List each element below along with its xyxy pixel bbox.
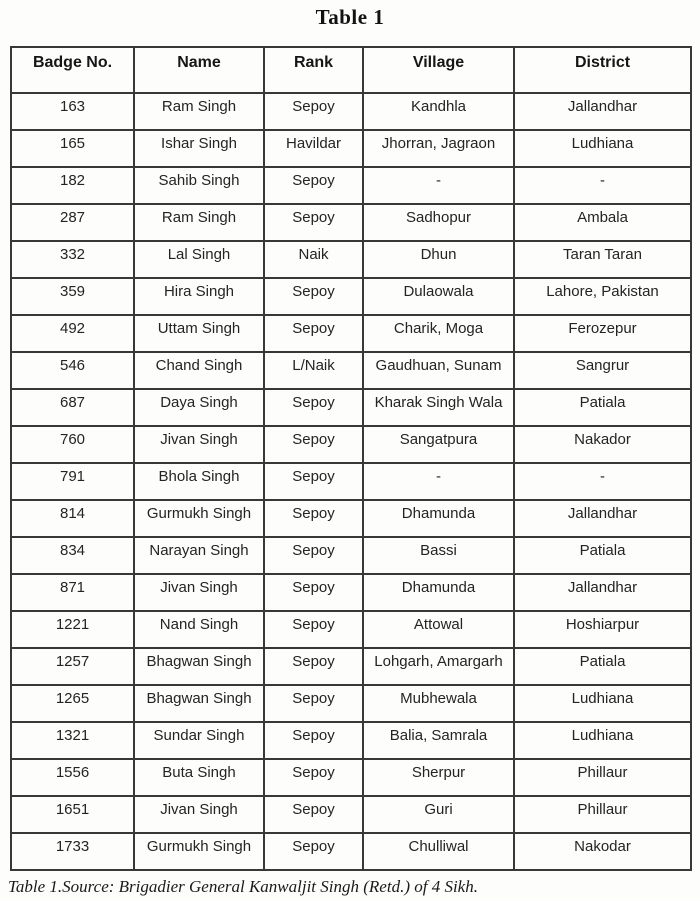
table-cell-name: Daya Singh xyxy=(134,389,264,426)
table-body xyxy=(11,93,691,870)
table-cell-rank: Sepoy xyxy=(264,833,363,870)
table-cell-name: Buta Singh xyxy=(134,759,264,796)
table-cell-district: Jallandhar xyxy=(514,574,691,611)
table-cell-name: Gurmukh Singh xyxy=(134,833,264,870)
table-cell-village: Sherpur xyxy=(363,759,514,796)
table-cell-district: Jallandhar xyxy=(514,500,691,537)
column-header-village: Village xyxy=(363,47,514,93)
roster-table xyxy=(10,46,692,871)
table-cell-village: Dhamunda xyxy=(363,500,514,537)
table-cell-badge-no: 760 xyxy=(11,426,134,463)
table-row xyxy=(11,833,691,870)
table-row xyxy=(11,278,691,315)
table-cell-badge-no: 165 xyxy=(11,130,134,167)
table-cell-rank: Sepoy xyxy=(264,574,363,611)
table-cell-district: Sangrur xyxy=(514,352,691,389)
table-cell-district: Hoshiarpur xyxy=(514,611,691,648)
table-row xyxy=(11,167,691,204)
table-cell-name: Gurmukh Singh xyxy=(134,500,264,537)
table-row xyxy=(11,130,691,167)
table-caption: Table 1.Source: Brigadier General Kanwaljit Singh (Retd.) of 4 Sikh. xyxy=(8,877,478,896)
table-cell-district: Nakodar xyxy=(514,833,691,870)
table-row xyxy=(11,537,691,574)
table-cell-rank: Sepoy xyxy=(264,389,363,426)
table-cell-badge-no: 359 xyxy=(11,278,134,315)
page-title: Table 1 xyxy=(315,5,385,29)
table-cell-rank: Sepoy xyxy=(264,685,363,722)
table-cell-rank: Sepoy xyxy=(264,796,363,833)
table-row xyxy=(11,722,691,759)
table-cell-district: Patiala xyxy=(514,648,691,685)
table-cell-village: Dhamunda xyxy=(363,574,514,611)
table-cell-rank: Sepoy xyxy=(264,537,363,574)
table-cell-village: Kharak Singh Wala xyxy=(363,389,514,426)
table-cell-village: Balia, Samrala xyxy=(363,722,514,759)
table-cell-village: Dulaowala xyxy=(363,278,514,315)
table-cell-name: Jivan Singh xyxy=(134,796,264,833)
table-cell-rank: Sepoy xyxy=(264,167,363,204)
table-header-row xyxy=(11,47,691,93)
table-cell-district: - xyxy=(514,463,691,500)
table-cell-rank: Sepoy xyxy=(264,611,363,648)
table-cell-rank: Sepoy xyxy=(264,278,363,315)
table-cell-name: Bhola Singh xyxy=(134,463,264,500)
table-cell-badge-no: 687 xyxy=(11,389,134,426)
table-row xyxy=(11,426,691,463)
table-cell-name: Nand Singh xyxy=(134,611,264,648)
table-row xyxy=(11,389,691,426)
table-cell-badge-no: 182 xyxy=(11,167,134,204)
table-cell-rank: Sepoy xyxy=(264,759,363,796)
table-row xyxy=(11,315,691,352)
table-cell-district: Ludhiana xyxy=(514,722,691,759)
table-cell-village: Bassi xyxy=(363,537,514,574)
table-row xyxy=(11,759,691,796)
table-cell-rank: Sepoy xyxy=(264,204,363,241)
table-cell-rank: Sepoy xyxy=(264,648,363,685)
table-cell-rank: Sepoy xyxy=(264,426,363,463)
table-cell-name: Narayan Singh xyxy=(134,537,264,574)
table-cell-district: Patiala xyxy=(514,537,691,574)
table-cell-district: Ludhiana xyxy=(514,130,691,167)
table-cell-village: - xyxy=(363,463,514,500)
table-cell-badge-no: 791 xyxy=(11,463,134,500)
table-row xyxy=(11,574,691,611)
table-cell-badge-no: 1321 xyxy=(11,722,134,759)
table-cell-district: Phillaur xyxy=(514,759,691,796)
table-cell-district: Phillaur xyxy=(514,796,691,833)
table-cell-name: Uttam Singh xyxy=(134,315,264,352)
table-cell-village: Attowal xyxy=(363,611,514,648)
table-cell-rank: L/Naik xyxy=(264,352,363,389)
column-header-district: District xyxy=(514,47,691,93)
table-cell-badge-no: 1257 xyxy=(11,648,134,685)
table-cell-rank: Sepoy xyxy=(264,500,363,537)
table-cell-name: Lal Singh xyxy=(134,241,264,278)
table-cell-rank: Sepoy xyxy=(264,722,363,759)
table-cell-badge-no: 1733 xyxy=(11,833,134,870)
column-header-rank: Rank xyxy=(264,47,363,93)
table-cell-district: Ambala xyxy=(514,204,691,241)
table-cell-district: Patiala xyxy=(514,389,691,426)
table-row xyxy=(11,204,691,241)
table-row xyxy=(11,685,691,722)
table-cell-village: Sadhopur xyxy=(363,204,514,241)
table-cell-village: Sangatpura xyxy=(363,426,514,463)
table-cell-name: Ishar Singh xyxy=(134,130,264,167)
table-row xyxy=(11,93,691,130)
table-cell-village: Dhun xyxy=(363,241,514,278)
table-row xyxy=(11,241,691,278)
table-cell-badge-no: 546 xyxy=(11,352,134,389)
table-cell-badge-no: 332 xyxy=(11,241,134,278)
table-cell-rank: Sepoy xyxy=(264,463,363,500)
table-cell-village: Kandhla xyxy=(363,93,514,130)
table-cell-rank: Sepoy xyxy=(264,93,363,130)
table-cell-rank: Sepoy xyxy=(264,315,363,352)
table-cell-district: Ludhiana xyxy=(514,685,691,722)
column-header-badge-no: Badge No. xyxy=(11,47,134,93)
table-cell-name: Chand Singh xyxy=(134,352,264,389)
table-cell-name: Sundar Singh xyxy=(134,722,264,759)
table-cell-district: Nakador xyxy=(514,426,691,463)
table-cell-badge-no: 1651 xyxy=(11,796,134,833)
table-cell-name: Bhagwan Singh xyxy=(134,685,264,722)
table-cell-village: Charik, Moga xyxy=(363,315,514,352)
table-cell-village: Mubhewala xyxy=(363,685,514,722)
table-cell-name: Sahib Singh xyxy=(134,167,264,204)
table-cell-village: Jhorran, Jagraon xyxy=(363,130,514,167)
column-header-name: Name xyxy=(134,47,264,93)
table-cell-name: Ram Singh xyxy=(134,204,264,241)
table-row xyxy=(11,796,691,833)
table-row xyxy=(11,500,691,537)
table-cell-district: Jallandhar xyxy=(514,93,691,130)
table-cell-village: Chulliwal xyxy=(363,833,514,870)
table-cell-rank: Naik xyxy=(264,241,363,278)
table-cell-district: Taran Taran xyxy=(514,241,691,278)
table-cell-badge-no: 1556 xyxy=(11,759,134,796)
table-row xyxy=(11,463,691,500)
table-cell-rank: Havildar xyxy=(264,130,363,167)
table-cell-name: Ram Singh xyxy=(134,93,264,130)
table-cell-district: - xyxy=(514,167,691,204)
table-row xyxy=(11,352,691,389)
table-cell-name: Jivan Singh xyxy=(134,574,264,611)
table-cell-badge-no: 1265 xyxy=(11,685,134,722)
table-row xyxy=(11,611,691,648)
table-cell-badge-no: 871 xyxy=(11,574,134,611)
table-cell-name: Jivan Singh xyxy=(134,426,264,463)
table-cell-badge-no: 287 xyxy=(11,204,134,241)
table-cell-village: Gaudhuan, Sunam xyxy=(363,352,514,389)
table-cell-badge-no: 492 xyxy=(11,315,134,352)
table-cell-name: Hira Singh xyxy=(134,278,264,315)
table-row xyxy=(11,648,691,685)
table-cell-name: Bhagwan Singh xyxy=(134,648,264,685)
table-cell-badge-no: 1221 xyxy=(11,611,134,648)
table-cell-district: Ferozepur xyxy=(514,315,691,352)
table-cell-village: Guri xyxy=(363,796,514,833)
table-cell-badge-no: 814 xyxy=(11,500,134,537)
table-cell-village: Lohgarh, Amargarh xyxy=(363,648,514,685)
table-cell-badge-no: 163 xyxy=(11,93,134,130)
table-cell-village: - xyxy=(363,167,514,204)
table-cell-district: Lahore, Pakistan xyxy=(514,278,691,315)
table-cell-badge-no: 834 xyxy=(11,537,134,574)
